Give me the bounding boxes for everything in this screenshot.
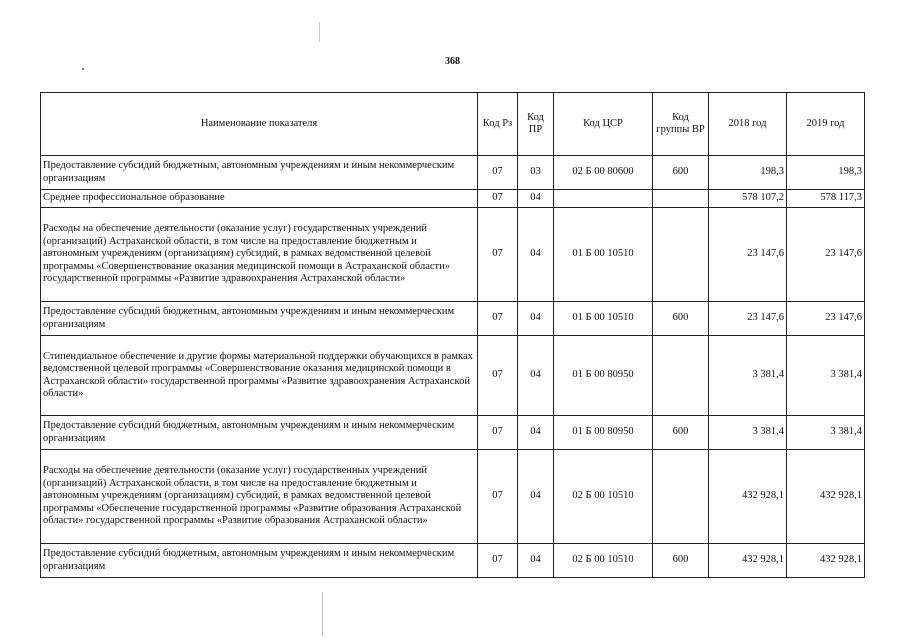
row-2019: 3 381,4 [787,416,865,450]
row-vr [653,208,709,302]
row-2019: 23 147,6 [787,302,865,336]
row-vr [653,450,709,544]
table-row [41,208,865,302]
table-row [41,302,865,336]
row-csr: 01 Б 00 80950 [554,336,653,416]
row-csr: 01 Б 00 80950 [554,416,653,450]
row-rz: 07 [478,208,518,302]
row-pr: 04 [518,450,554,544]
scan-dot [82,68,84,70]
row-rz: 07 [478,544,518,578]
table-header-row [41,93,865,156]
row-csr: 01 Б 00 10510 [554,302,653,336]
table-row [41,190,865,208]
row-name: Расходы на обеспечение деятельности (оказание услуг) государственных учреждений (организаций) Астраханской области, в том числе на предоставление бюджетным и автономным учреждениям (организациям) субсидий, в рамках ведомственной целевой программы «Совершенствование оказания медицинской помощи в Астраханской области» государственной программы «Развитие здравоохранения Астраханской области» [41,208,478,302]
row-2018: 432 928,1 [709,544,787,578]
row-vr: 600 [653,156,709,190]
row-pr: 04 [518,544,554,578]
scan-line [319,22,320,42]
row-pr: 04 [518,302,554,336]
row-name: Расходы на обеспечение деятельности (оказание услуг) государственных учреждений (организаций) Астраханской области, в том числе на предоставление бюджетным и автономным учреждениям (организациям) субсидий, в рамках ведомственной целевой программы «Обеспечение государственной программы «Развитие образования Астраханской области» государственной программы «Развитие образования Астраханской области» [41,450,478,544]
row-rz: 07 [478,156,518,190]
budget-table [40,92,865,578]
row-name: Предоставление субсидий бюджетным, автономным учреждениям и иным некоммерческим организациям [41,302,478,336]
row-2019: 578 117,3 [787,190,865,208]
row-2018: 432 928,1 [709,450,787,544]
row-vr [653,336,709,416]
row-pr: 04 [518,208,554,302]
header-2019: 2019 год [787,93,865,156]
scan-line [322,592,323,636]
row-name: Предоставление субсидий бюджетным, автономным учреждениям и иным некоммерческим организациям [41,544,478,578]
row-rz: 07 [478,450,518,544]
row-2019: 23 147,6 [787,208,865,302]
row-name: Предоставление субсидий бюджетным, автономным учреждениям и иным некоммерческим организациям [41,416,478,450]
row-csr: 02 Б 00 10510 [554,450,653,544]
row-2018: 23 147,6 [709,302,787,336]
row-rz: 07 [478,416,518,450]
header-name: Наименование показателя [41,93,478,156]
row-csr: 01 Б 00 10510 [554,208,653,302]
row-2019: 3 381,4 [787,336,865,416]
row-pr: 04 [518,190,554,208]
header-csr: Код ЦСР [554,93,653,156]
row-rz: 07 [478,190,518,208]
header-2018: 2018 год [709,93,787,156]
header-rz: Код Рз [478,93,518,156]
row-2018: 578 107,2 [709,190,787,208]
page-number: 368 [445,56,460,67]
header-vr: Код группы ВР [653,93,709,156]
row-vr: 600 [653,544,709,578]
row-2018: 3 381,4 [709,336,787,416]
table-row [41,416,865,450]
row-name: Стипендиальное обеспечение и другие формы материальной поддержки обучающихся в рамках ведомственной целевой программы «Совершенствование оказания медицинской помощи в Астраханской области» государственной программы «Развитие здравоохранения Астраханской области» [41,336,478,416]
row-vr: 600 [653,302,709,336]
row-csr: 02 Б 00 80600 [554,156,653,190]
table-row [41,336,865,416]
row-csr [554,190,653,208]
table-row [41,156,865,190]
row-2019: 432 928,1 [787,544,865,578]
table-row [41,544,865,578]
row-2018: 3 381,4 [709,416,787,450]
row-pr: 03 [518,156,554,190]
row-rz: 07 [478,336,518,416]
row-name: Предоставление субсидий бюджетным, автономным учреждениям и иным некоммерческим организациям [41,156,478,190]
row-csr: 02 Б 00 10510 [554,544,653,578]
header-pr: Код ПР [518,93,554,156]
row-pr: 04 [518,416,554,450]
row-2019: 432 928,1 [787,450,865,544]
row-2018: 23 147,6 [709,208,787,302]
row-2018: 198,3 [709,156,787,190]
row-rz: 07 [478,302,518,336]
row-name: Среднее профессиональное образование [41,190,478,208]
row-pr: 04 [518,336,554,416]
row-2019: 198,3 [787,156,865,190]
row-vr: 600 [653,416,709,450]
row-vr [653,190,709,208]
table-row [41,450,865,544]
